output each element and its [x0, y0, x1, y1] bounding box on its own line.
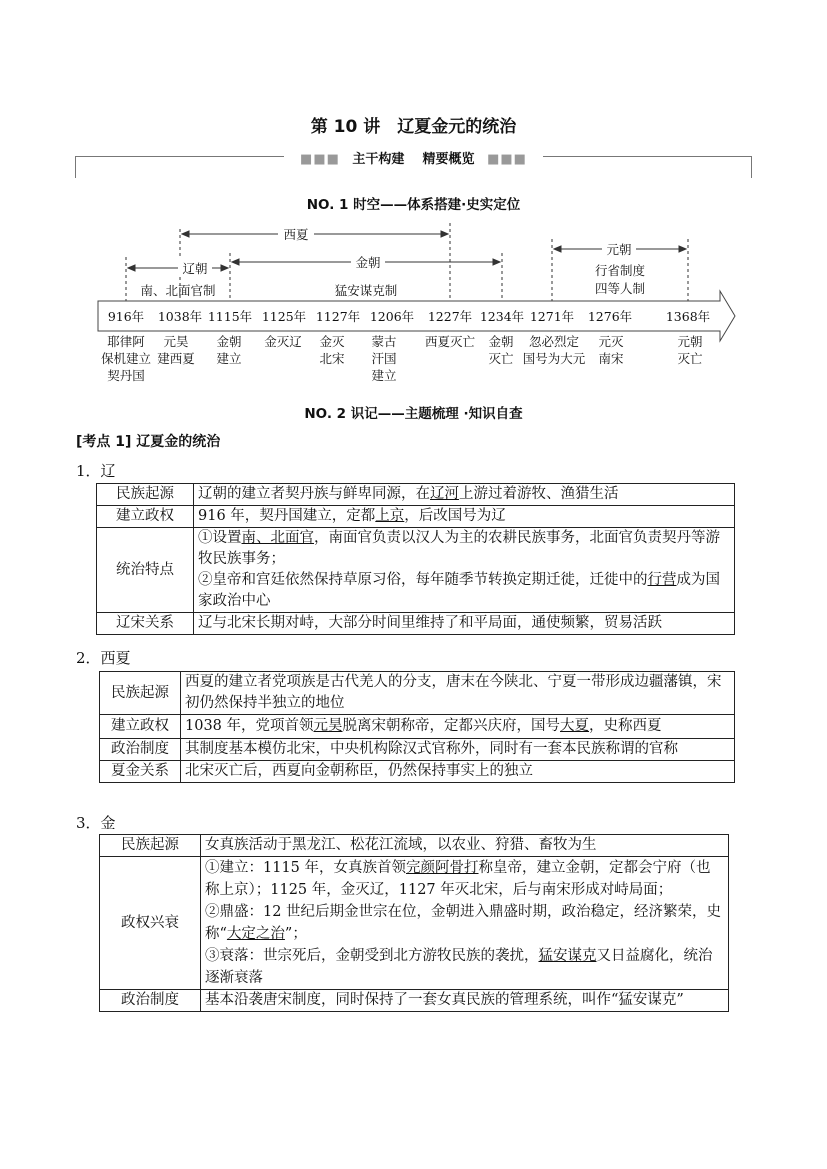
xixia-table: [99, 671, 735, 783]
row-value: 女真族活动于黑龙江、松花江流域，以农业、狩猎、畜牧为生: [201, 835, 729, 857]
row-value: 916 年，契丹国建立，定都上京，后改国号为辽: [194, 506, 735, 528]
table-row: [97, 528, 735, 613]
row-value: 其制度基本模仿北宋，中央机构除汉式官称外，同时有一套本民族称谓的官称: [181, 739, 735, 761]
event-label: 忽必烈定: [528, 334, 580, 349]
event-label: 金朝: [488, 334, 514, 349]
row-value: 辽与北宋长期对峙，大部分时间里维持了和平局面，通使频繁，贸易活跃: [194, 613, 735, 635]
event-label: 元朝: [677, 334, 703, 349]
span-label-jin: 金朝: [355, 255, 381, 270]
year-label: 1227年: [427, 309, 473, 324]
table-row: [100, 835, 729, 857]
section-banner: ■■■ 主干构建 精要概览 ■■■: [75, 146, 752, 178]
row-key: 统治特点: [97, 528, 194, 613]
year-label: 1125年: [261, 309, 307, 324]
period-label-yuan-1: 行省制度: [594, 263, 646, 278]
year-label: 1368年: [665, 309, 711, 324]
table-row: [97, 506, 735, 528]
event-label: 耶律阿: [107, 334, 145, 349]
event-label: 保机建立: [100, 351, 152, 366]
row-key: 民族起源: [100, 672, 181, 715]
event-label: 元昊: [163, 334, 189, 349]
event-label: 南宋: [598, 351, 624, 366]
table-row: [100, 739, 735, 761]
jin-heading: 3．金: [76, 814, 116, 832]
row-key: 辽宋关系: [97, 613, 194, 635]
period-label-yuan-2: 四等人制: [594, 281, 646, 296]
event-label: 建西夏: [157, 351, 195, 366]
table-row: [100, 715, 735, 739]
row-key: 民族起源: [100, 835, 201, 857]
jin-table: [99, 834, 729, 1012]
table-row: [97, 484, 735, 506]
span-label-xixia: 西夏: [283, 227, 309, 242]
event-label: 元灭: [598, 334, 624, 349]
year-label: 1127年: [315, 309, 361, 324]
topic-heading: [考点 1] 辽夏金的统治: [76, 434, 221, 450]
table-row: [100, 990, 729, 1012]
page-title: 第 10 讲 辽夏金元的统治: [310, 117, 517, 137]
event-label: 国号为大元: [522, 351, 586, 366]
year-label: 1206年: [369, 309, 415, 324]
event-label: 汗国: [371, 351, 397, 366]
event-label: 契丹国: [107, 368, 145, 383]
event-label: 北宋: [319, 351, 345, 366]
year-label: 1038年: [157, 309, 203, 324]
row-value: 基本沿袭唐宋制度，同时保持了一套女真民族的管理系统，叫作“猛安谋克”: [201, 990, 729, 1012]
row-key: 政权兴衰: [100, 857, 201, 990]
event-label: 金朝: [216, 334, 242, 349]
table-row: [97, 613, 735, 635]
year-label: 1115年: [207, 309, 253, 324]
banner-left-label: 主干构建: [352, 152, 405, 167]
row-value: 辽朝的建立者契丹族与鲜卑同源，在辽河上游过着游牧、渔猎生活: [194, 484, 735, 506]
year-label: 916年: [107, 309, 145, 324]
timeline-diagram: [90, 215, 740, 390]
event-label: 金灭: [319, 334, 345, 349]
table-row: [100, 857, 729, 990]
period-label-jin: 猛安谋克制: [334, 283, 398, 298]
liao-heading: 1．辽: [76, 462, 116, 480]
year-label: 1276年: [587, 309, 633, 324]
span-label-liao: 辽朝: [182, 261, 208, 276]
section-heading-1: NO. 1 时空——体系搭建·史实定位: [306, 197, 521, 213]
span-label-yuan: 元朝: [606, 242, 632, 257]
row-value: 1038 年，党项首领元昊脱离宋朝称帝，定都兴庆府，国号大夏，史称西夏: [181, 715, 735, 739]
event-label: 灭亡: [488, 351, 514, 366]
row-value: 西夏的建立者党项族是古代羌人的分支，唐末在今陕北、宁夏一带形成边疆藩镇，宋初仍然保持半独立的地位: [181, 672, 735, 715]
row-key: 建立政权: [97, 506, 194, 528]
row-value: ①设置南、北面官，南面官负责以汉人为主的农耕民族事务，北面官负责契丹等游牧民族事务； ②皇帝和宫廷依然保持草原习俗，每年随季节转换定期迁徙，迁徙中的行营成为国家政治中心: [194, 528, 735, 613]
row-value: ①建立：1115 年，女真族首领完颜阿骨打称皇帝，建立金朝，定都会宁府（也称上京）；1125 年，金灭辽，1127 年灭北宋，后与南宋形成对峙局面； ②鼎盛：12 世纪后期金世宗在位，金朝进入鼎盛时期，政治稳定，经济繁荣，史称“大定之治”； ③衰落：世宗死后，金朝受到北方游牧民族的袭扰，猛安谋克又日益腐化，统治逐渐衰落: [201, 857, 729, 990]
event-label: 金灭辽: [264, 334, 302, 349]
event-label: 灭亡: [677, 351, 703, 366]
banner-right-label: 精要概览: [422, 152, 475, 167]
row-key: 民族起源: [97, 484, 194, 506]
event-label: 蒙古: [371, 334, 397, 349]
row-key: 政治制度: [100, 990, 201, 1012]
liao-table: [96, 483, 735, 635]
row-key: 建立政权: [100, 715, 181, 739]
event-label: 建立: [216, 351, 242, 366]
section-heading-2: NO. 2 识记——主题梳理 ·知识自查: [304, 406, 523, 422]
table-row: [100, 672, 735, 715]
xixia-heading: 2．西夏: [76, 649, 131, 667]
table-row: [100, 761, 735, 783]
event-label: 西夏灭亡: [424, 334, 476, 349]
year-label: 1234年: [479, 309, 525, 324]
row-value: 北宋灭亡后，西夏向金朝称臣，仍然保持事实上的独立: [181, 761, 735, 783]
event-label: 建立: [371, 368, 397, 383]
year-label: 1271年: [529, 309, 575, 324]
period-label-liao: 南、北面官制: [140, 283, 216, 298]
row-key: 政治制度: [100, 739, 181, 761]
row-key: 夏金关系: [100, 761, 181, 783]
